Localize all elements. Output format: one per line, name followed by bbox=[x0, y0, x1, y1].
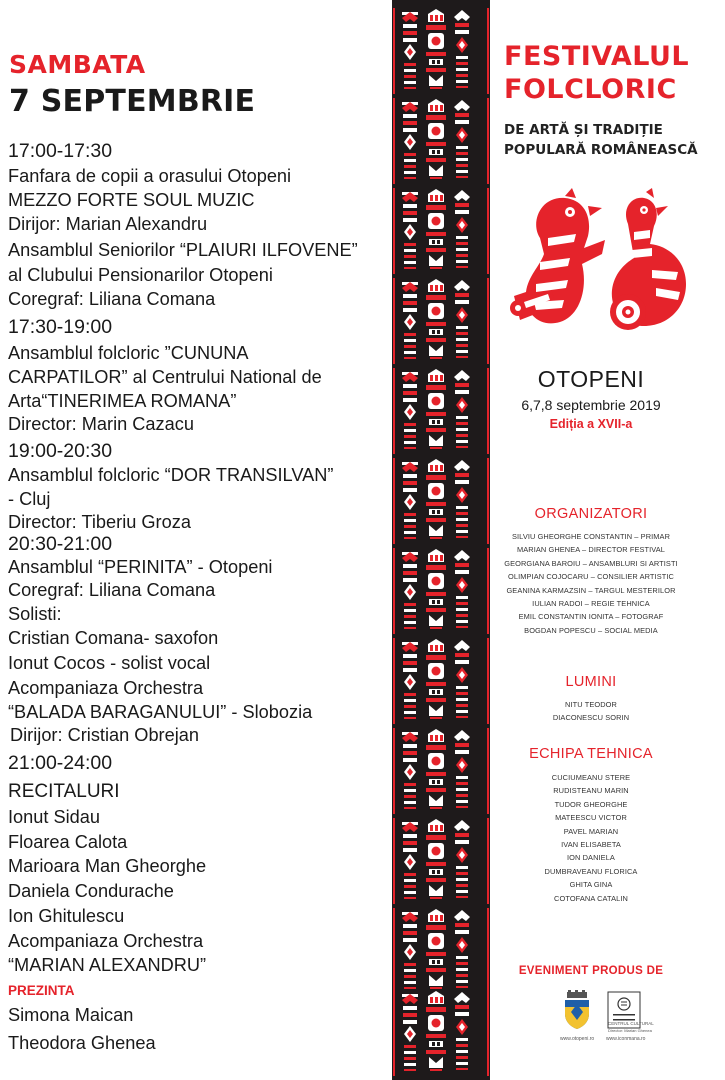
festival-edition: Ediția a XVII-a bbox=[549, 417, 633, 431]
festival-title-line1: FESTIVALUL bbox=[504, 41, 690, 72]
program-line: “MARIAN ALEXANDRU” bbox=[8, 955, 207, 975]
program-line: Fanfara de copii a orasului Otopeni bbox=[8, 166, 292, 186]
program-line: Ansamblul Seniorilor “PLAIURI ILFOVENE” bbox=[8, 240, 358, 260]
otopeni-website: www.otopeni.ro bbox=[560, 1036, 595, 1042]
program-line: Floarea Calota bbox=[8, 832, 128, 852]
time-slot: 19:00-20:30 bbox=[8, 440, 113, 462]
festival-dates: 6,7,8 septembrie 2019 bbox=[521, 397, 661, 413]
lights-list bbox=[490, 698, 692, 725]
program-line: CARPATILOR” al Centrului National de bbox=[8, 367, 322, 387]
list-item: ION DANIELA bbox=[567, 853, 615, 863]
program-line: Daniela Condurache bbox=[8, 881, 174, 901]
otopeni-crest-icon bbox=[562, 990, 592, 1034]
list-item: MATEESCU VICTOR bbox=[555, 813, 627, 823]
time-slot: 17:30-19:00 bbox=[8, 316, 113, 338]
program-line: Cristian Comana- saxofon bbox=[8, 628, 219, 648]
program-line: Acompaniaza Orchestra bbox=[8, 931, 204, 951]
program-line: Marioara Man Gheorghe bbox=[8, 856, 207, 876]
program-line: RECITALURI bbox=[8, 781, 120, 802]
list-item: NITU TEODOR bbox=[565, 700, 617, 709]
program-line: Director: Tiberiu Groza bbox=[8, 512, 191, 532]
organizers-title: ORGANIZATORI bbox=[534, 506, 648, 522]
list-item: RUDISTEANU MARIN bbox=[553, 786, 629, 796]
festival-column bbox=[490, 0, 725, 1080]
presenters-label: PREZINTA bbox=[8, 983, 75, 998]
folk-pattern-graphic bbox=[392, 0, 490, 1080]
program-line: Acompaniaza Orchestra bbox=[8, 678, 204, 698]
program-line: Theodora Ghenea bbox=[8, 1033, 156, 1053]
program-line: Ansamblul folcloric “DOR TRANSILVAN” bbox=[8, 465, 334, 485]
cultural-center-letters: CENTRUL CULTURAL bbox=[608, 1021, 654, 1026]
list-item: COTOFANA CATALIN bbox=[554, 893, 628, 903]
tech-team-list bbox=[490, 771, 692, 905]
program-line: Director: Marin Cazacu bbox=[8, 414, 194, 434]
list-item: TUDOR GHEORGHE bbox=[554, 799, 628, 809]
festival-title bbox=[504, 40, 689, 106]
program-line: Ionut Cocos - solist vocal bbox=[8, 653, 211, 673]
list-item: DUMBRAVEANU FLORICA bbox=[544, 866, 638, 876]
list-item: PAVEL MARIAN bbox=[563, 826, 619, 836]
list-item: GEANINA KARMAZSIN – TARGUL MESTERILOR bbox=[506, 585, 676, 595]
time-slot: 17:00-17:30 bbox=[8, 140, 113, 162]
program-line: Ion Ghitulescu bbox=[8, 906, 125, 926]
folk-pattern-strip bbox=[392, 0, 490, 1080]
program-line: al Clubului Pensionarilor Otopeni bbox=[8, 265, 273, 285]
time-slot: 21:00-24:00 bbox=[8, 752, 113, 774]
festival-city: OTOPENI bbox=[537, 366, 645, 392]
program-line: Coregraf: Liliana Comana bbox=[8, 289, 216, 309]
list-item: SILVIU GHEORGHE CONSTANTIN – PRIMAR bbox=[511, 532, 671, 541]
list-item: IVAN ELISABETA bbox=[561, 840, 621, 850]
list-item: GEORGIANA BAROIU – ANSAMBLURI SI ARTISTI bbox=[504, 558, 678, 568]
list-item: GHITA GINA bbox=[569, 880, 613, 890]
list-item: OLIMPIAN COJOCARU – CONSILIER ARTISTIC bbox=[508, 572, 674, 582]
program-line: Dirijor: Marian Alexandru bbox=[8, 214, 208, 234]
cultural-center-website: www.iconmana.ro bbox=[606, 1036, 646, 1042]
lights-title: LUMINI bbox=[565, 674, 617, 690]
cultural-center-director: Director: Marian Ghenea bbox=[608, 1028, 652, 1033]
tech-team-title: ECHIPA TEHNICA bbox=[529, 746, 653, 762]
program-line: Coregraf: Liliana Comana bbox=[8, 580, 216, 600]
organizers-list bbox=[490, 530, 692, 637]
festival-subtitle-line2: POPULARĂ ROMÂNEASCĂ bbox=[504, 142, 698, 158]
program-line: Dirijor: Cristian Obrejan bbox=[10, 725, 199, 745]
list-item: CUCIUMEANU STERE bbox=[551, 773, 631, 782]
program-line: Arta“TINERIMEA ROMANA” bbox=[8, 391, 237, 411]
time-slot: 20:30-21:00 bbox=[8, 533, 113, 555]
program-line: Simona Maican bbox=[8, 1005, 134, 1025]
festival-subtitle-line1: DE ARTĂ ȘI TRADIȚIE bbox=[504, 122, 663, 138]
program-line: Ansamblul folcloric ”CUNUNA bbox=[8, 343, 249, 363]
program-day: SAMBATA bbox=[9, 50, 146, 79]
folk-birds-illustration bbox=[510, 188, 695, 348]
list-item: BOGDAN POPESCU – SOCIAL MEDIA bbox=[524, 625, 658, 635]
program-line: Solisti: bbox=[8, 604, 62, 624]
list-item: IULIAN RADOI – REGIE TEHNICA bbox=[532, 599, 650, 609]
program-line: MEZZO FORTE SOUL MUZIC bbox=[8, 190, 255, 210]
festival-subtitle bbox=[504, 120, 698, 160]
list-item: EMIL CONSTANTIN IONITA – FOTOGRAF bbox=[518, 612, 664, 622]
festival-title-line2: FOLCLORIC bbox=[504, 74, 677, 105]
program-line: Ionut Sidau bbox=[8, 807, 101, 827]
program-line: “BALADA BARAGANULUI” - Slobozia bbox=[8, 702, 313, 722]
list-item: DIACONESCU SORIN bbox=[552, 713, 630, 723]
program-line: Ansamblul “PERINITA” - Otopeni bbox=[8, 557, 273, 577]
program-line: - Cluj bbox=[8, 489, 51, 509]
list-item: MARIAN GHENEA – DIRECTOR FESTIVAL bbox=[517, 545, 665, 555]
program-date: 7 SEPTEMBRIE bbox=[9, 84, 256, 119]
produced-by-label: EVENIMENT PRODUS DE bbox=[518, 965, 664, 977]
